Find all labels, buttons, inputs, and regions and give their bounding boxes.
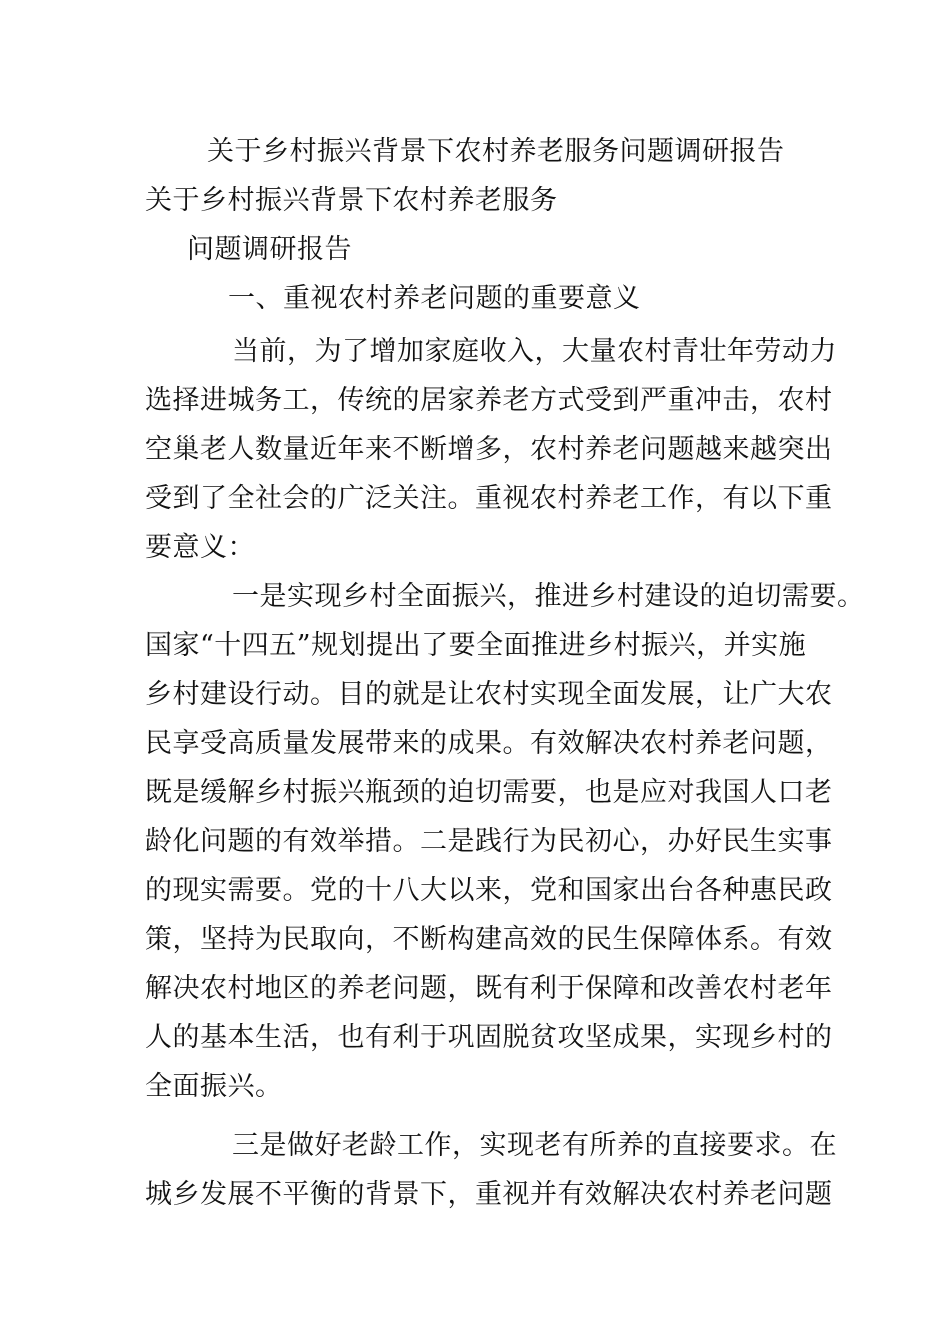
paragraph-2-line: 的现实需要。党的十八大以来，党和国家出台各种惠民政: [145, 875, 833, 906]
paragraph-2-line: 解决农村地区的养老问题，既有利于保障和改善农村老年: [145, 973, 833, 1004]
paragraph-3-line: 城乡发展不平衡的背景下，重视并有效解决农村养老问题: [145, 1179, 833, 1210]
paragraph-2-line: 龄化问题的有效举措。二是践行为民初心，办好民生实事: [145, 826, 833, 857]
paragraph-2-line: 策，坚持为民取向，不断构建高效的民生保障体系。有效: [145, 924, 833, 955]
document-subtitle-line-1: 关于乡村振兴背景下农村养老服务: [145, 185, 558, 216]
paragraph-1-line: 当前，为了增加家庭收入，大量农村青壮年劳动力: [232, 336, 837, 367]
document-subtitle-line-2: 问题调研报告: [187, 234, 352, 265]
paragraph-2-line: 人的基本生活，也有利于巩固脱贫攻坚成果，实现乡村的: [145, 1022, 833, 1053]
paragraph-2-line: 既是缓解乡村振兴瓶颈的迫切需要，也是应对我国人口老: [145, 777, 833, 808]
paragraph-2-line: 一是实现乡村全面振兴，推进乡村建设的迫切需要。: [232, 581, 865, 612]
paragraph-2-line: 民享受高质量发展带来的成果。有效解决农村养老问题，: [145, 728, 833, 759]
paragraph-2-line: 全面振兴。: [145, 1071, 283, 1102]
paragraph-1-line: 受到了全社会的广泛关注。重视农村养老工作，有以下重: [145, 483, 833, 514]
paragraph-2-line: 国家“十四五”规划提出了要全面推进乡村振兴，并实施: [145, 630, 807, 661]
paragraph-1-line: 要意义：: [145, 532, 255, 563]
section-heading: 一、重视农村养老问题的重要意义: [228, 283, 641, 314]
paragraph-3-line: 三是做好老龄工作，实现老有所养的直接要求。在: [232, 1130, 837, 1161]
document-title: 关于乡村振兴背景下农村养老服务问题调研报告: [207, 136, 785, 167]
paragraph-1-line: 空巢老人数量近年来不断增多，农村养老问题越来越突出: [145, 434, 833, 465]
paragraph-1-line: 选择进城务工，传统的居家养老方式受到严重冲击，农村: [145, 385, 833, 416]
paragraph-2-line: 乡村建设行动。目的就是让农村实现全面发展，让广大农: [145, 679, 833, 710]
